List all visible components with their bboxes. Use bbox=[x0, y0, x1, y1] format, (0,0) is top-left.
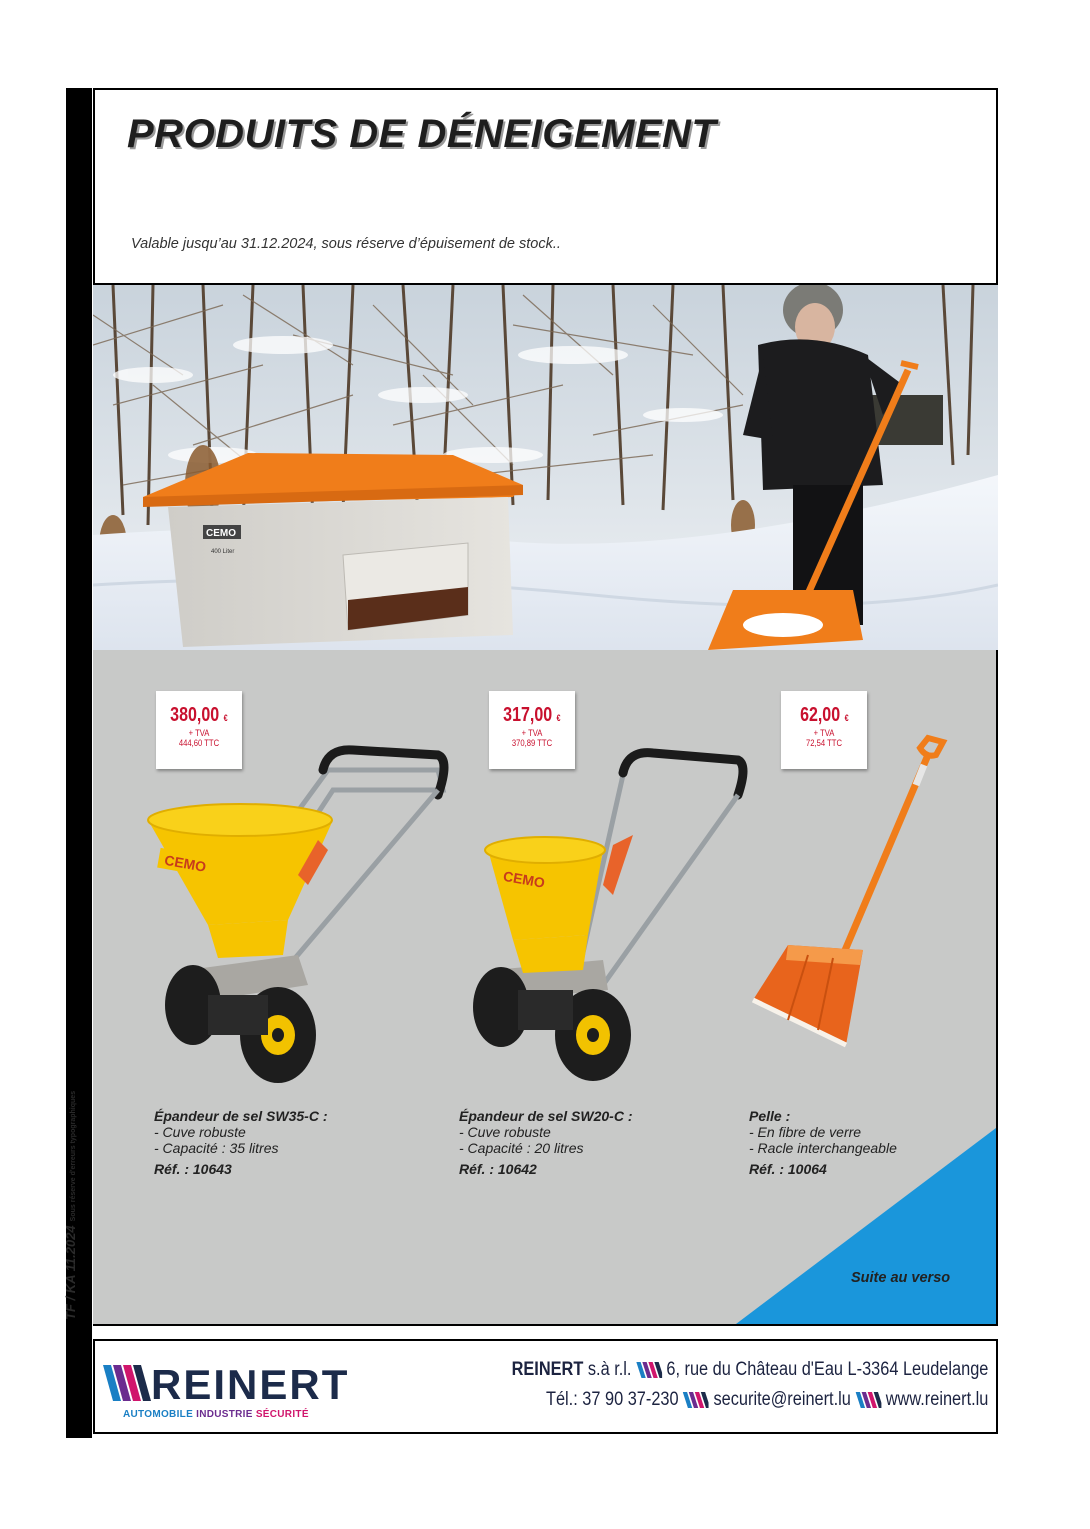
product-feature: - Cuve robuste bbox=[154, 1124, 246, 1140]
price-ttc: 444,60 TTC bbox=[178, 738, 220, 748]
product-feature: - Capacité : 35 litres bbox=[154, 1140, 279, 1156]
product-name: Pelle : bbox=[749, 1108, 791, 1124]
logo-stripes-icon bbox=[103, 1365, 151, 1401]
product-desc-sw20 bbox=[459, 1108, 632, 1177]
page-title: PRODUITS DE DÉNEIGEMENT bbox=[127, 112, 717, 156]
box-brand-label: CEMO bbox=[206, 528, 236, 539]
stripe-separator-icon bbox=[683, 1392, 709, 1408]
product-name: Épandeur de sel SW20-C : bbox=[459, 1108, 633, 1124]
hero-photo bbox=[93, 285, 998, 650]
footer bbox=[93, 1339, 998, 1434]
box-capacity-label: 400 Liter bbox=[211, 549, 235, 555]
price-value: 380,00 € bbox=[170, 704, 228, 726]
reinert-logo bbox=[103, 1361, 355, 1423]
continued-overleaf-note: Suite au verso bbox=[851, 1270, 951, 1286]
price-tva: + TVA bbox=[521, 728, 543, 738]
product-desc-pelle bbox=[749, 1108, 897, 1177]
snow-scene-illustration bbox=[93, 285, 998, 650]
product-name: Épandeur de sel SW35-C : bbox=[154, 1108, 328, 1124]
product-ref: Réf. : 10064 bbox=[749, 1161, 827, 1177]
side-print-code: TF / KA 11.2024Sous réserve d'erreurs typographiques bbox=[63, 1090, 78, 1320]
spreader-brand: CEMO bbox=[163, 851, 208, 875]
stripe-separator-icon bbox=[855, 1392, 881, 1408]
product-desc-sw35 bbox=[154, 1108, 327, 1177]
spreader-sw35-image bbox=[138, 740, 458, 1090]
product-feature: - Cuve robuste bbox=[459, 1124, 551, 1140]
company-phone[interactable]: Tél.: 37 90 37-230 bbox=[545, 1389, 679, 1410]
product-ref: Réf. : 10642 bbox=[459, 1161, 537, 1177]
shovel-image bbox=[748, 730, 948, 1050]
product-feature: - Racle interchangeable bbox=[749, 1140, 897, 1156]
company-address: 6, rue du Château d'Eau L-3364 Leudelange bbox=[665, 1359, 988, 1380]
spreader-sw20-image bbox=[453, 745, 753, 1090]
spreader-brand: CEMO bbox=[501, 867, 547, 891]
product-feature: - En fibre de verre bbox=[749, 1124, 862, 1140]
company-form: s.à r.l. bbox=[587, 1359, 632, 1380]
price-ttc: 370,89 TTC bbox=[511, 738, 553, 748]
price-ttc: 72,54 TTC bbox=[805, 738, 842, 748]
validity-note: Valable jusqu’au 31.12.2024, sous réserve d’épuisement de stock.. bbox=[131, 236, 561, 252]
price-tva: + TVA bbox=[188, 728, 210, 738]
product-feature: - Capacité : 20 litres bbox=[459, 1140, 584, 1156]
price-value: 317,00 € bbox=[503, 704, 561, 726]
page-header bbox=[93, 88, 998, 285]
logo-wordmark: REINERT bbox=[151, 1361, 350, 1408]
company-website-link[interactable]: www.reinert.lu bbox=[885, 1389, 988, 1410]
company-email-link[interactable]: securite@reinert.lu bbox=[713, 1389, 851, 1410]
company-address-line bbox=[511, 1355, 988, 1385]
price-value: 62,00 € bbox=[799, 704, 849, 726]
stripe-separator-icon bbox=[636, 1362, 662, 1378]
logo-tagline: AUTOMOBILE INDUSTRIE SÉCURITÉ bbox=[123, 1409, 309, 1420]
company-contact-line bbox=[511, 1385, 988, 1415]
product-ref: Réf. : 10643 bbox=[154, 1161, 232, 1177]
products-panel bbox=[93, 650, 998, 1326]
price-tva: + TVA bbox=[813, 728, 835, 738]
company-name: REINERT bbox=[511, 1359, 583, 1380]
company-contact bbox=[511, 1355, 988, 1415]
